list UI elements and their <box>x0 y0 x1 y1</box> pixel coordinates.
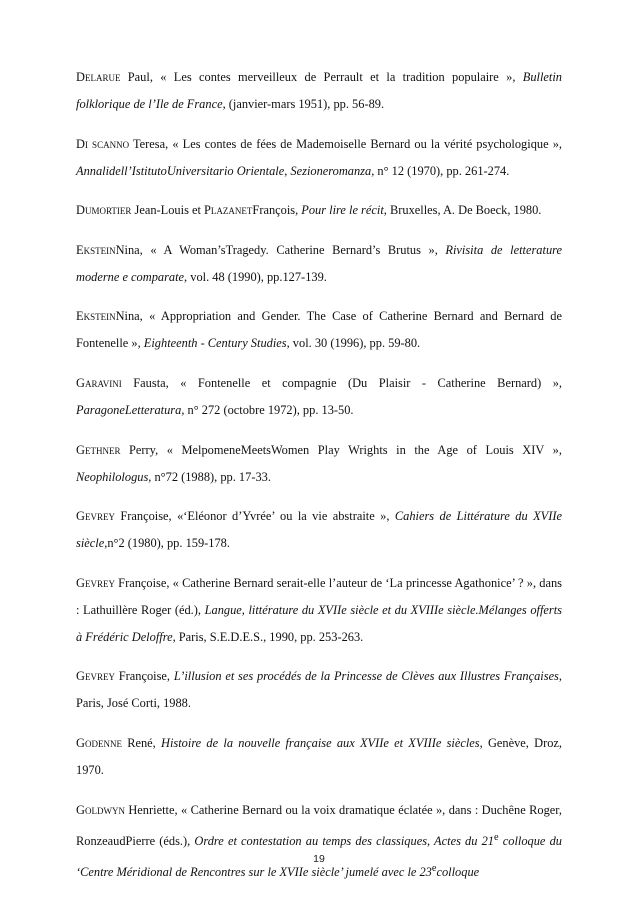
publication-title: Pour lire le récit <box>301 203 384 218</box>
reference-entry <box>76 570 562 651</box>
reference-details: , (janvier-mars 1951), pp. 56-89. <box>222 97 385 111</box>
publication-section: Sezioneromanza <box>290 163 372 178</box>
author-name: Ekstein <box>76 242 116 257</box>
reference-entry <box>76 437 562 491</box>
author-first-name: Perry <box>120 442 156 457</box>
author-name: Gevrey <box>76 669 115 684</box>
reference-text: , « A Woman’sTragedy. Catherine Bernard’s Brutus », <box>139 242 446 257</box>
reference-separator: , <box>284 163 291 178</box>
author-name: Godenne <box>76 735 122 750</box>
author-name: Ekstein <box>76 309 116 324</box>
author-name: Di scanno <box>76 136 130 151</box>
author-first-name: Fausta <box>121 375 166 390</box>
reference-entry <box>76 503 562 557</box>
reference-text: , « Fontenelle et compagnie (Du Plaisir - Catherine Bernard) », <box>165 375 562 390</box>
ordinal-superscript: e <box>494 831 499 843</box>
author-first-name: Jean-Louis et <box>131 203 205 218</box>
author-first-name: Teresa <box>129 136 166 151</box>
author-name: Gethner <box>76 442 121 457</box>
author-first-name: Nina <box>115 242 140 257</box>
author-first-name: Nina <box>115 309 140 324</box>
author-name: Gevrey <box>76 509 115 524</box>
ordinal-superscript: e <box>431 862 437 874</box>
publication-title: Histoire de la nouvelle française aux XVIIe et XVIIIe siècles <box>161 735 480 750</box>
author-first-name: Françoise <box>114 575 167 590</box>
reference-details: , Genève, Droz, 1970. <box>76 735 563 777</box>
reference-entry <box>76 370 562 424</box>
author-first-name: Henriette <box>124 802 175 817</box>
author-name: Garavini <box>76 375 122 390</box>
reference-details: , Bruxelles, A. De Boeck, 1980. <box>383 203 542 218</box>
reference-text: , « MelpomeneMeetsWomen Play Wrights in the Age of Louis XIV », <box>155 442 562 457</box>
reference-entry <box>76 131 562 185</box>
reference-details: , n°72 (1988), pp. 17-33. <box>148 469 271 484</box>
reference-text: , <box>166 669 174 684</box>
reference-details: , Paris, José Corti, 1988. <box>76 669 562 711</box>
reference-text: , « Les contes merveilleux de Perrault et la tradition populaire », <box>149 70 523 84</box>
co-author-first-name: François <box>252 203 296 218</box>
publication-title-continued: colloque du ‘Centre Méridional de Rencontres sur le XVIIe siècle’ jumelé avec le 23 <box>76 833 562 879</box>
publication-title: Eighteenth - Century Studies <box>143 336 287 351</box>
reference-details: ,n°2 (1980), pp. 159-178. <box>104 536 230 551</box>
author-first-name: Françoise <box>114 669 167 684</box>
reference-entry <box>76 237 562 291</box>
publication-title: Cahiers de Littérature du XVIIe siècle <box>76 509 562 551</box>
author-name: Delarue <box>76 70 121 84</box>
publication-title: Annalidell’IstitutoUniversitario Orientale <box>76 163 285 178</box>
reference-text: , <box>295 203 302 218</box>
author-name: Dumortier <box>76 203 132 218</box>
publication-title: Bulletin folklorique de l’Ile de France <box>76 70 562 111</box>
reference-text: , <box>152 735 162 750</box>
publication-title: Ordre et contestation au temps des classiques, Actes du 21 <box>194 833 494 848</box>
reference-details: , Paris, S.E.D.E.S., 1990, pp. 253-263. <box>172 629 364 644</box>
publication-title-end: colloque <box>436 864 480 879</box>
publication-title: Rivisita de letterature moderne e comparate <box>76 242 562 284</box>
reference-text: , « Catherine Bernard serait-elle l’auteur de ‘La princesse Agathonice’ ? », dans : Lathuillère Roger (éd.), <box>76 575 562 617</box>
reference-entry <box>76 64 562 118</box>
publication-title: ParagoneLetteratura <box>76 402 182 417</box>
reference-entry <box>76 197 562 224</box>
page-number: 19 <box>313 853 325 865</box>
reference-details: , vol. 48 (1990), pp.127-139. <box>184 269 327 284</box>
reference-details: , n° 12 (1970), pp. 261-274. <box>371 163 510 178</box>
reference-text: , « Catherine Bernard ou la voix dramatique éclatée », dans : Duchêne Roger, RonzeaudPierre (éds.), <box>76 802 562 848</box>
author-first-name: Françoise <box>114 509 169 524</box>
reference-details: , vol. 30 (1996), pp. 59-80. <box>286 336 421 351</box>
publication-title: L’illusion et ses procédés de la Princesse de Clèves aux Illustres Françaises <box>173 669 559 684</box>
author-name: Goldwyn <box>76 802 125 817</box>
reference-details: , n° 272 (octobre 1972), pp. 13-50. <box>181 402 354 417</box>
author-first-name: Paul <box>120 70 150 84</box>
publication-title: Langue, littérature du XVIIe siècle et du XVIIIe siècle.Mélanges offerts à Frédéric Deloffre <box>76 602 562 644</box>
reference-entry <box>76 303 562 357</box>
author-name: Gevrey <box>76 575 115 590</box>
reference-entry <box>76 663 562 717</box>
reference-entry <box>76 797 562 886</box>
publication-title: Neophilologus <box>76 469 149 484</box>
co-author-name: Plazanet <box>204 203 253 218</box>
bibliography-list <box>76 64 562 898</box>
reference-entry <box>76 730 562 784</box>
reference-text: , « Appropriation and Gender. The Case of Catherine Bernard and Bernard de Fontenelle », <box>76 309 562 351</box>
reference-text: , «‘Eléonor d’Yvrée’ ou la vie abstraite », <box>168 509 395 524</box>
reference-text: , « Les contes de fées de Mademoiselle Bernard ou la vérité psychologique », <box>165 136 562 151</box>
author-first-name: René <box>121 735 153 750</box>
